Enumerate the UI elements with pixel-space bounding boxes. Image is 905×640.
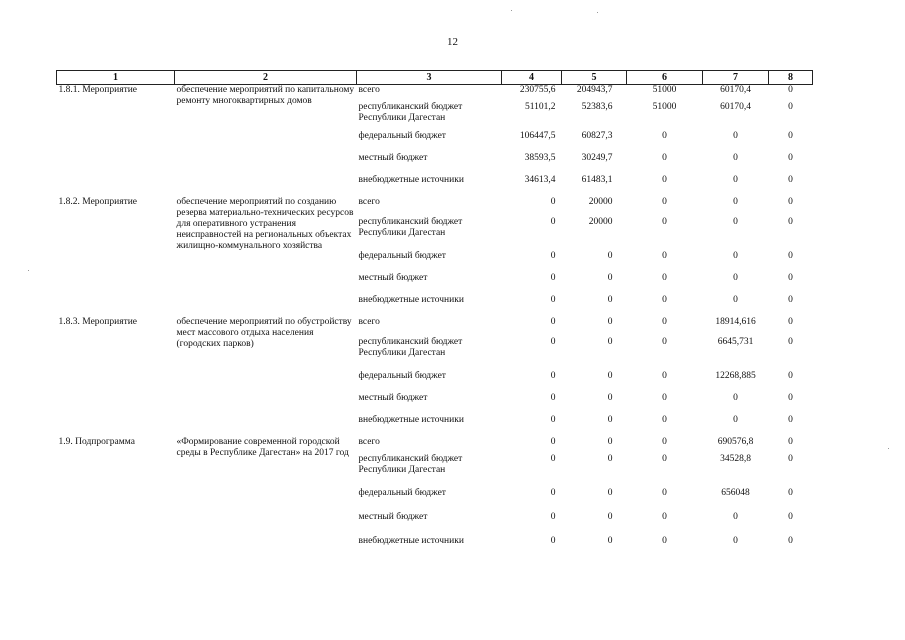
scan-speck	[28, 270, 29, 271]
funding-source: внебюджетные источники	[358, 535, 464, 546]
value-cell: 20000	[588, 196, 613, 207]
value-cell: 52383,6	[581, 101, 613, 112]
funding-source: федеральный бюджет	[358, 130, 446, 141]
column-header: 2	[175, 71, 357, 85]
value-cell: 0	[550, 196, 556, 207]
value-cell: 0	[788, 272, 793, 283]
value-cell: 0	[607, 436, 613, 447]
value-cell: 0	[607, 535, 613, 546]
value-cell: 0	[788, 196, 793, 207]
table-row	[57, 437, 813, 454]
value-cell: 0	[607, 316, 613, 327]
value-cell: 0	[662, 316, 667, 327]
value-cell: 60170,4	[720, 85, 751, 95]
value-cell: 0	[788, 453, 793, 464]
value-cell: 0	[788, 487, 793, 498]
funding-source: федеральный бюджет	[358, 370, 446, 381]
item-code: 1.8.1. Мероприятие	[58, 85, 138, 95]
funding-source: местный бюджет	[358, 392, 428, 403]
value-cell: 0	[550, 453, 556, 464]
value-cell: 0	[662, 336, 667, 347]
funding-source: местный бюджет	[358, 511, 428, 522]
value-cell: 0	[788, 535, 793, 546]
funding-source: местный бюджет	[358, 152, 428, 163]
value-cell: 51101,2	[524, 101, 556, 112]
value-cell: 51000	[652, 85, 677, 95]
value-cell: 204943,7	[576, 85, 613, 95]
funding-source: федеральный бюджет	[358, 250, 446, 261]
value-cell: 0	[733, 130, 738, 141]
scan-speck	[888, 448, 889, 449]
value-cell: 0	[662, 216, 667, 227]
header-row	[57, 71, 813, 85]
value-cell: 0	[662, 130, 667, 141]
value-cell: 0	[788, 130, 793, 141]
funding-source: всего	[358, 316, 380, 327]
value-cell: 0	[662, 174, 667, 185]
value-cell: 60827,3	[581, 130, 613, 141]
value-cell: 20000	[588, 216, 613, 227]
value-cell: 61483,1	[581, 174, 613, 185]
value-cell: 34613,4	[524, 174, 556, 185]
value-cell: 0	[733, 272, 738, 283]
value-cell: 0	[550, 535, 556, 546]
value-cell: 0	[788, 152, 793, 163]
value-cell: 0	[607, 392, 613, 403]
column-header: 4	[502, 71, 562, 85]
item-code: 1.8.2. Мероприятие	[58, 196, 138, 207]
table-row	[57, 317, 813, 337]
value-cell: 34528,8	[720, 453, 751, 464]
value-cell: 0	[662, 436, 667, 447]
value-cell: 0	[733, 392, 738, 403]
funding-source: всего	[358, 196, 380, 207]
value-cell: 0	[550, 272, 556, 283]
value-cell: 0	[607, 487, 613, 498]
value-cell: 0	[733, 294, 738, 305]
value-cell: 0	[662, 152, 667, 163]
value-cell: 0	[607, 414, 613, 425]
value-cell: 0	[788, 316, 793, 327]
value-cell: 0	[550, 436, 556, 447]
column-header: 3	[357, 71, 502, 85]
value-cell: 18914,616	[715, 316, 756, 327]
value-cell: 0	[550, 250, 556, 261]
value-cell: 0	[550, 414, 556, 425]
table-row	[57, 197, 813, 217]
item-description: обеспечение мероприятий по созданию резерва материально-технических ресурсов для оперативного устранения неисправностей на региональных объектах жилищно-коммунального хозяйства	[176, 196, 354, 251]
value-cell: 0	[733, 174, 738, 185]
table-row	[57, 85, 813, 102]
value-cell: 0	[788, 414, 793, 425]
column-header: 8	[769, 71, 813, 85]
value-cell: 0	[550, 370, 556, 381]
value-cell: 0	[788, 101, 793, 112]
value-cell: 0	[788, 336, 793, 347]
value-cell: 12268,885	[715, 370, 756, 381]
scan-speck	[511, 10, 512, 11]
value-cell: 0	[550, 294, 556, 305]
value-cell: 0	[550, 216, 556, 227]
value-cell: 0	[550, 336, 556, 347]
column-header: 5	[562, 71, 627, 85]
funding-source: республиканский бюджет Республики Дагестан	[358, 336, 463, 358]
table-body	[57, 85, 813, 558]
value-cell: 0	[550, 316, 556, 327]
item-description: обеспечение мероприятий по обустройству мест массового отдыха населения (городских парков)	[176, 316, 352, 349]
funding-source: внебюджетные источники	[358, 174, 464, 185]
value-cell: 0	[733, 152, 738, 163]
funding-source: республиканский бюджет Республики Дагестан	[358, 216, 463, 238]
funding-source: федеральный бюджет	[358, 487, 446, 498]
value-cell: 0	[788, 85, 793, 95]
funding-source: республиканский бюджет Республики Дагестан	[358, 453, 463, 475]
value-cell: 0	[662, 414, 667, 425]
value-cell: 0	[662, 272, 667, 283]
value-cell: 0	[607, 370, 613, 381]
value-cell: 0	[607, 250, 613, 261]
value-cell: 656048	[721, 487, 750, 498]
column-header: 7	[703, 71, 769, 85]
value-cell: 30249,7	[581, 152, 613, 163]
value-cell: 0	[662, 196, 667, 207]
value-cell: 0	[733, 216, 738, 227]
column-header: 1	[57, 71, 175, 85]
value-cell: 0	[733, 535, 738, 546]
value-cell: 0	[607, 511, 613, 522]
page-number: 12	[447, 36, 458, 48]
value-cell: 0	[550, 511, 556, 522]
value-cell: 60170,4	[720, 101, 751, 112]
value-cell: 0	[662, 453, 667, 464]
value-cell: 230755,6	[519, 85, 556, 95]
value-cell: 0	[788, 436, 793, 447]
funding-source: республиканский бюджет Республики Дагестан	[358, 101, 463, 123]
item-code: 1.9. Подпрограмма	[58, 436, 135, 447]
value-cell: 0	[662, 370, 667, 381]
funding-source: всего	[358, 436, 380, 447]
value-cell: 0	[788, 370, 793, 381]
item-description: обеспечение мероприятий по капитальному ремонту многоквартирных домов	[176, 85, 355, 106]
item-description: «Формирование современной городской среды в Республике Дагестан» на 2017 год	[176, 436, 349, 458]
value-cell: 0	[607, 294, 613, 305]
value-cell: 0	[788, 174, 793, 185]
value-cell: 0	[662, 535, 667, 546]
value-cell: 51000	[652, 101, 677, 112]
value-cell: 0	[607, 336, 613, 347]
scan-speck	[597, 12, 598, 13]
value-cell: 0	[788, 294, 793, 305]
value-cell: 0	[607, 453, 613, 464]
value-cell: 0	[788, 392, 793, 403]
value-cell: 0	[607, 272, 613, 283]
value-cell: 0	[662, 487, 667, 498]
value-cell: 38593,5	[524, 152, 556, 163]
column-header: 6	[627, 71, 703, 85]
funding-source: внебюджетные источники	[358, 414, 464, 425]
value-cell: 0	[662, 250, 667, 261]
value-cell: 0	[662, 392, 667, 403]
budget-table	[56, 70, 813, 558]
value-cell: 0	[550, 392, 556, 403]
value-cell: 0	[733, 250, 738, 261]
item-code: 1.8.3. Мероприятие	[58, 316, 138, 327]
funding-source: внебюджетные источники	[358, 294, 464, 305]
value-cell: 0	[733, 511, 738, 522]
funding-source: местный бюджет	[358, 272, 428, 283]
value-cell: 0	[788, 216, 793, 227]
value-cell: 0	[662, 511, 667, 522]
value-cell: 106447,5	[519, 130, 556, 141]
value-cell: 0	[733, 196, 738, 207]
value-cell: 0	[733, 414, 738, 425]
value-cell: 0	[788, 250, 793, 261]
value-cell: 0	[662, 294, 667, 305]
value-cell: 6645,731	[717, 336, 754, 347]
funding-source: всего	[358, 85, 380, 95]
value-cell: 690576,8	[717, 436, 754, 447]
value-cell: 0	[788, 511, 793, 522]
value-cell: 0	[550, 487, 556, 498]
